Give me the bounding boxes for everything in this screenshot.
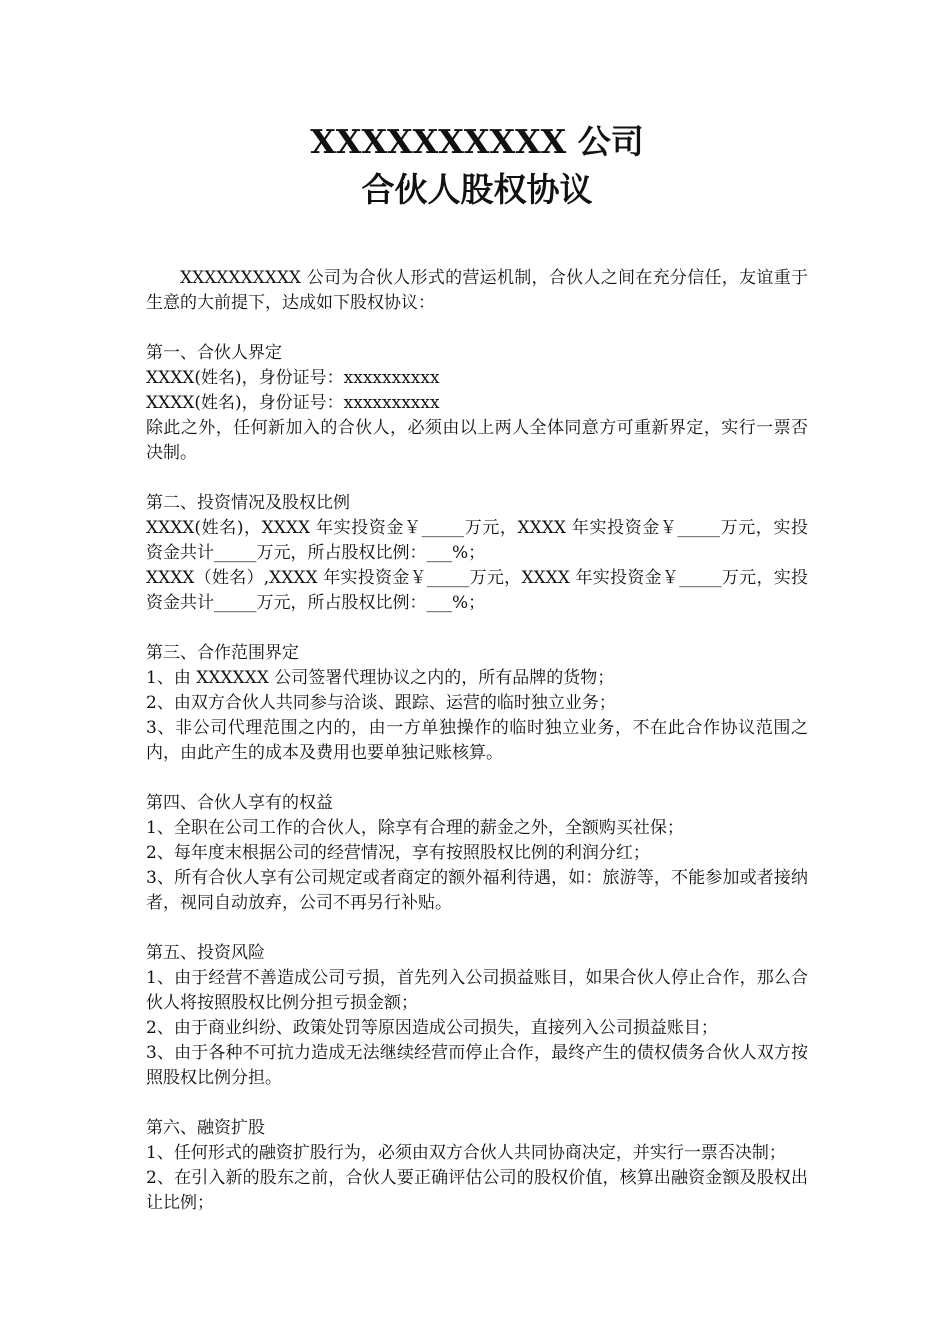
- section-line: 1、全职在公司工作的合伙人，除享有合理的薪金之外，全额购买社保；: [146, 818, 684, 838]
- document-title-agreement: 合伙人股权协议: [361, 170, 593, 209]
- section-line: XXXX(姓名)，XXXX 年实投资金￥_____万元，XXXX 年实投资金￥_____万元，实投资金共计_____万元，所占股权比例：___%；: [146, 518, 808, 563]
- section-line: XXXX(姓名)，身份证号：xxxxxxxxxx: [146, 393, 440, 413]
- section-line: XXXX(姓名)，身份证号：xxxxxxxxxx: [146, 368, 440, 388]
- section-line: 2、每年度末根据公司的经营情况，享有按照股权比例的利润分红；: [146, 843, 650, 863]
- section-line: 除此之外，任何新加入的合伙人，必须由以上两人全体同意方可重新界定，实行一票否决制。: [146, 418, 808, 463]
- document-page: [146, 118, 808, 1216]
- document-title-company: XXXXXXXXXX 公司: [310, 122, 644, 161]
- section-line: 3、所有合伙人享有公司规定或者商定的额外福利待遇，如：旅游等，不能参加或者接纳者，视同自动放弃，公司不再另行补贴。: [146, 868, 808, 913]
- section-line: 3、由于各种不可抗力造成无法继续经营而停止合作，最终产生的债权债务合伙人双方按照股权比例分担。: [146, 1043, 808, 1088]
- section-investment-equity: [146, 491, 808, 616]
- section-investment-risk: [146, 941, 808, 1091]
- section-heading: 第一、合伙人界定: [146, 343, 282, 363]
- section-heading: 第四、合伙人享有的权益: [146, 793, 333, 813]
- section-heading: 第二、投资情况及股权比例: [146, 493, 350, 513]
- section-line: 1、由于经营不善造成公司亏损，首先列入公司损益账目，如果合伙人停止合作，那么合伙人将按照股权比例分担亏损金额；: [146, 968, 808, 1013]
- section-heading: 第六、融资扩股: [146, 1118, 265, 1138]
- section-line: 1、由 XXXXXX 公司签署代理协议之内的，所有品牌的货物；: [146, 668, 615, 688]
- section-cooperation-scope: [146, 641, 808, 766]
- section-heading: 第五、投资风险: [146, 943, 265, 963]
- section-heading: 第三、合作范围界定: [146, 643, 299, 663]
- section-line: 2、在引入新的股东之前，合伙人要正确评估公司的股权价值，核算出融资金额及股权出让比例；: [146, 1168, 808, 1213]
- section-line: 2、由于商业纠纷、政策处罚等原因造成公司损失，直接列入公司损益账目；: [146, 1018, 718, 1038]
- section-partner-rights: [146, 791, 808, 916]
- section-line: 3、非公司代理范围之内的，由一方单独操作的临时独立业务，不在此合作协议范围之内，由此产生的成本及费用也要单独记账核算。: [146, 718, 808, 763]
- section-line: 1、任何形式的融资扩股行为，必须由双方合伙人共同协商决定，并实行一票否决制；: [146, 1143, 786, 1163]
- section-partner-definition: [146, 341, 808, 466]
- section-line: 2、由双方合伙人共同参与洽谈、跟踪、运营的临时独立业务；: [146, 693, 616, 713]
- intro-paragraph: XXXXXXXXXX 公司为合伙人形式的营运机制，合伙人之间在充分信任，友谊重于生意的大前提下，达成如下股权协议：: [146, 268, 808, 313]
- section-financing-expansion: [146, 1116, 808, 1216]
- section-line: XXXX（姓名）,XXXX 年实投资金￥_____万元，XXXX 年实投资金￥_____万元，实投资金共计_____万元，所占股权比例：___%；: [146, 568, 808, 613]
